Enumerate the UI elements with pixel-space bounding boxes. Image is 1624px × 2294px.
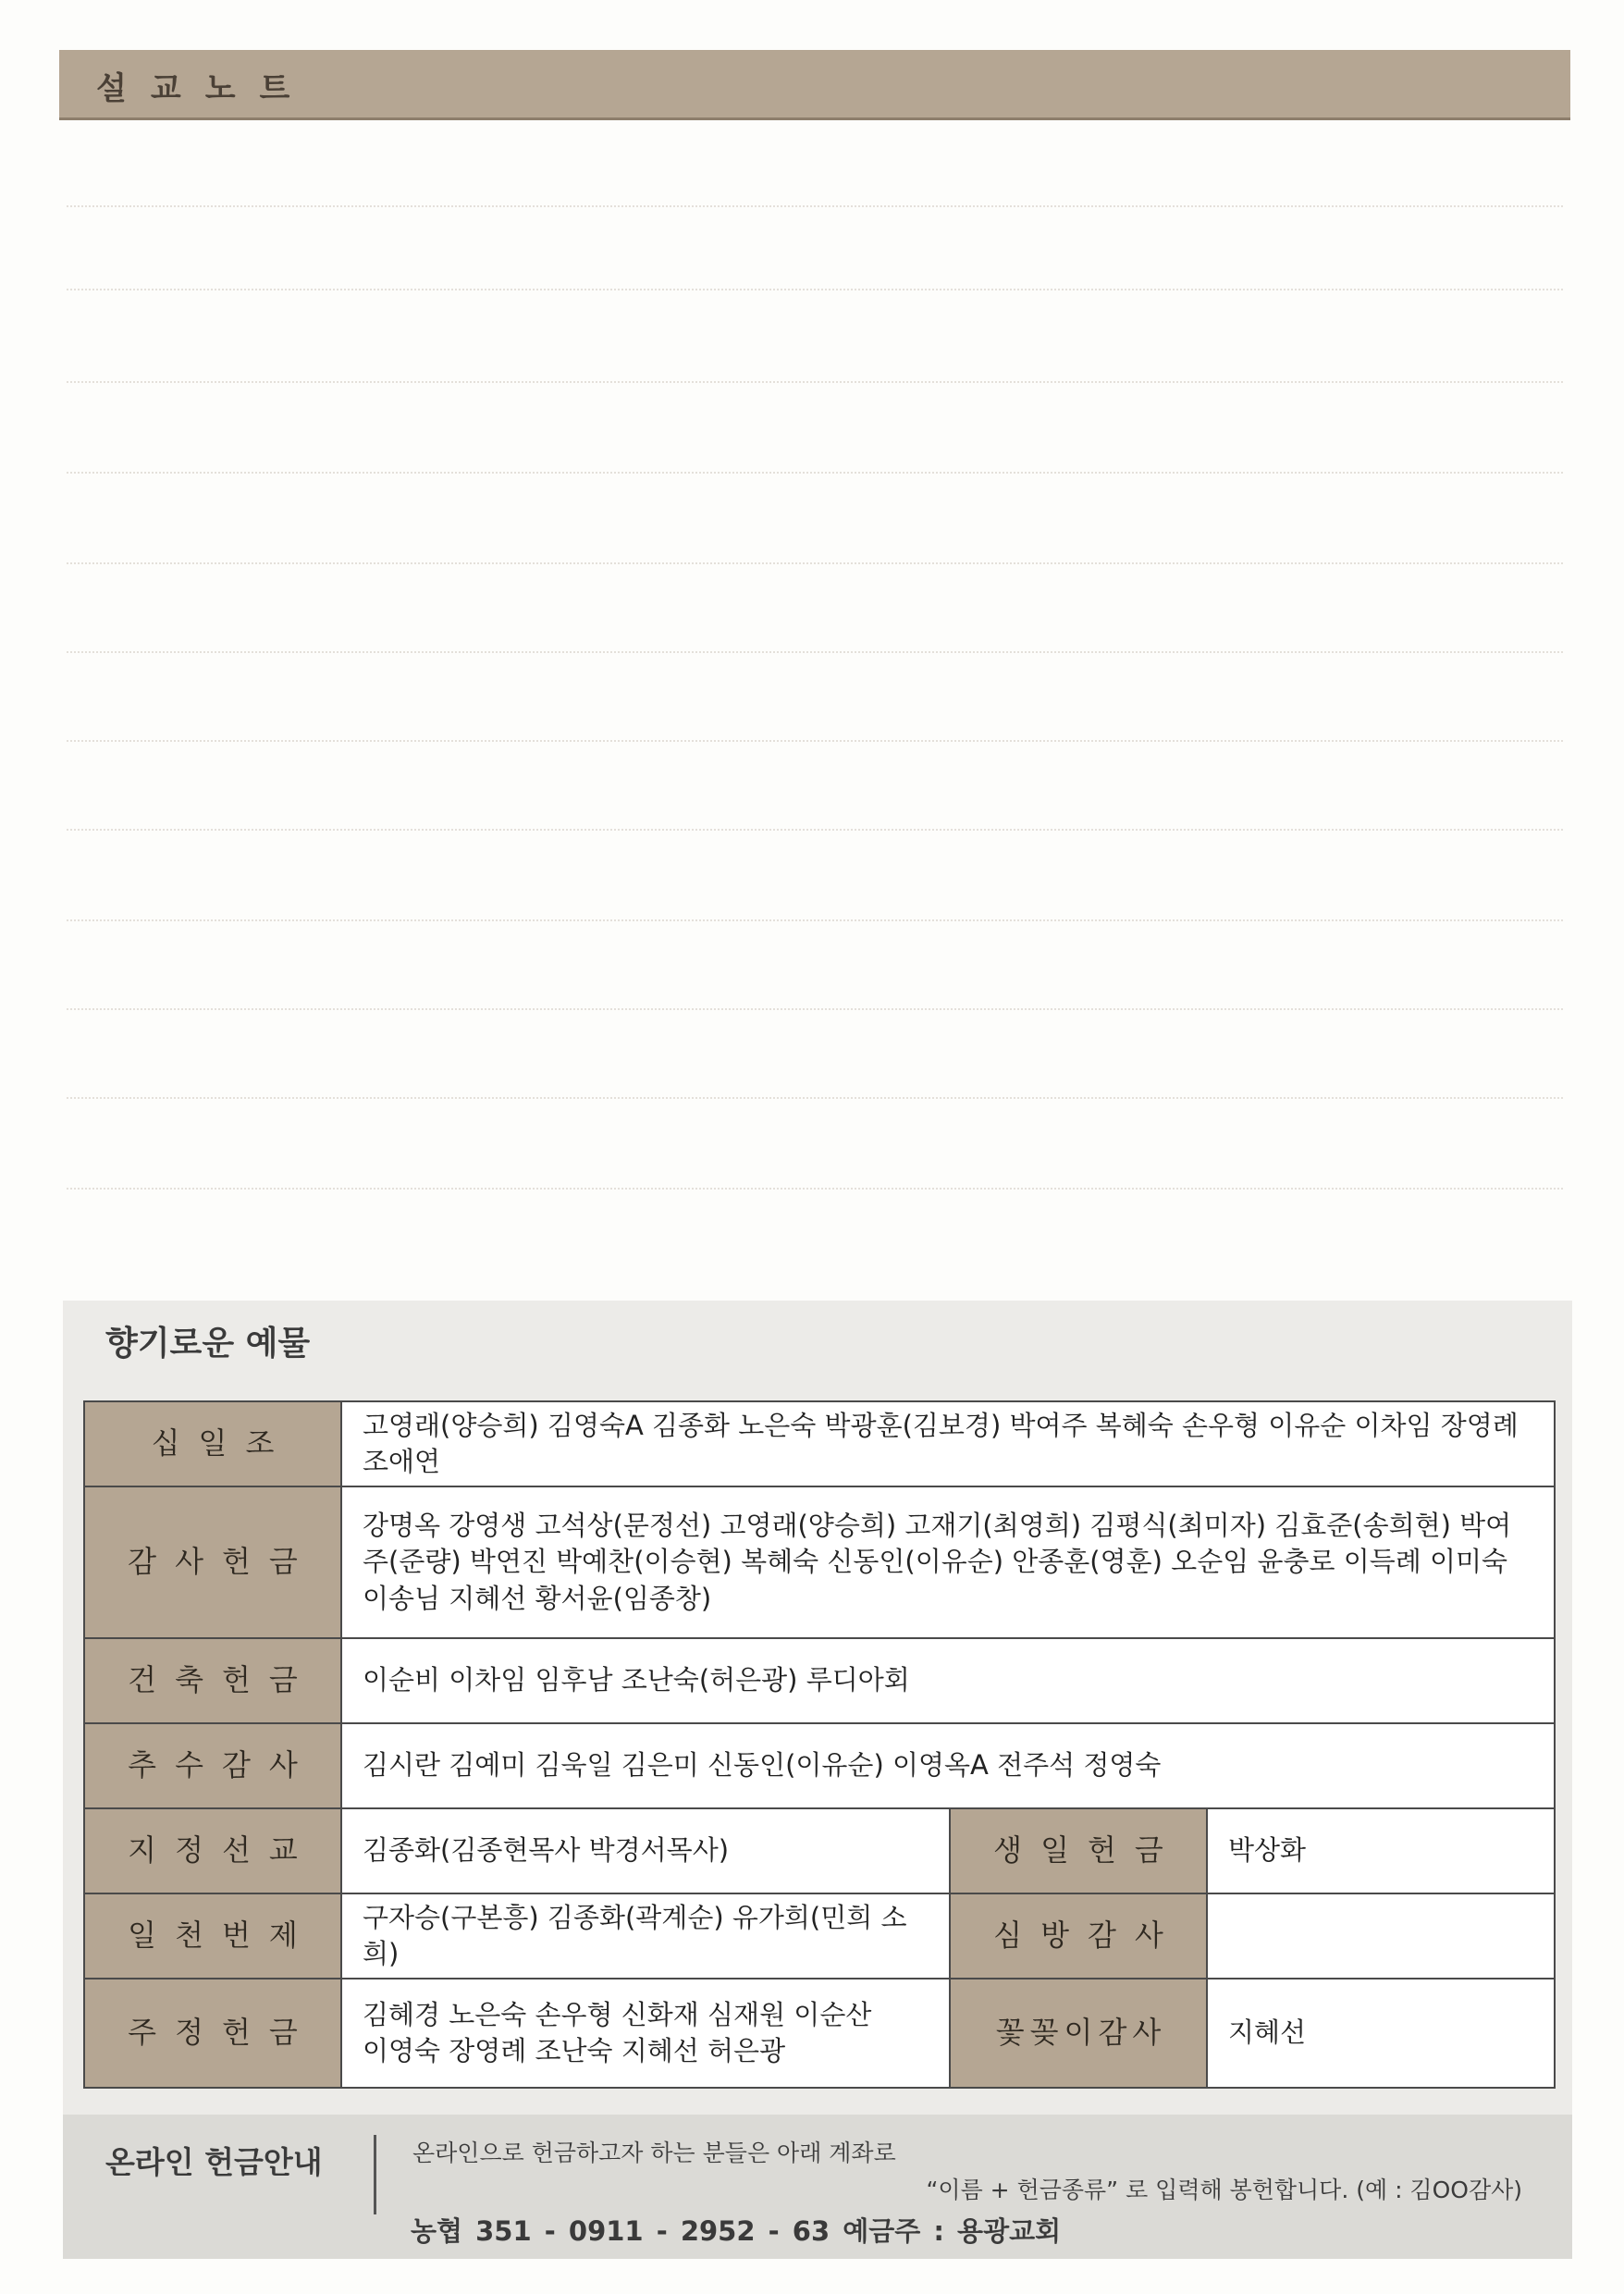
- note-line: [67, 919, 1563, 921]
- offering-row-mission: [84, 1808, 1555, 1893]
- sermon-note-title: 설교노트: [96, 70, 314, 107]
- row-label: 주정헌금: [84, 1979, 341, 2088]
- row-value: 강명옥 강영생 고석상(문정선) 고영래(양승희) 고재기(최영희) 김평식(최미자) 김효준(송희현) 박여주(준량) 박연진 박예찬(이승현) 복혜숙 신동인(이유순) 안종훈(영훈) 오순임 윤충로 이득례 이미숙 이송님 지혜선 황서윤(임종창): [341, 1486, 1555, 1638]
- offering-table: [83, 1400, 1556, 2089]
- row-value: 김시란 김예미 김욱일 김은미 신동인(이유순) 이영옥A 전주석 정영숙: [341, 1723, 1555, 1808]
- note-line: [67, 289, 1563, 290]
- row-value: 고영래(양승희) 김영숙A 김종화 노은숙 박광훈(김보경) 박여주 복혜숙 손우형 이유순 이차임 장영례 조애연: [341, 1401, 1555, 1486]
- note-line: [67, 562, 1563, 564]
- row-label: 꽃꽂이감사: [950, 1979, 1207, 2088]
- row-label: 십일조: [84, 1401, 341, 1486]
- row-value: 김종화(김종현목사 박경서목사): [341, 1808, 950, 1893]
- row-value: 지혜선: [1207, 1979, 1555, 2088]
- row-value: [1207, 1893, 1555, 1979]
- row-label: 감사헌금: [84, 1486, 341, 1638]
- offering-title: 향기로운 예물: [105, 1325, 311, 1363]
- online-title: 온라인 헌금안내: [105, 2144, 323, 2180]
- note-line: [67, 381, 1563, 383]
- note-line: [67, 740, 1563, 742]
- note-line: [67, 1097, 1563, 1099]
- row-label: 추수감사: [84, 1723, 341, 1808]
- offering-row-tithe: [84, 1401, 1555, 1486]
- row-value: 박상화: [1207, 1808, 1555, 1893]
- row-label: 생일헌금: [950, 1808, 1207, 1893]
- divider: [374, 2135, 376, 2214]
- online-instruction: 온라인으로 헌금하고자 하는 분들은 아래 계좌로: [412, 2140, 896, 2166]
- sermon-note-header: [59, 50, 1570, 120]
- row-value: [341, 1979, 950, 2088]
- row-value-line: 김혜경 노은숙 손우형 신화재 심재원 이순산: [363, 1998, 872, 2030]
- row-label: 지정선교: [84, 1808, 341, 1893]
- offering-row-weekly: [84, 1979, 1555, 2088]
- note-line: [67, 1188, 1563, 1190]
- note-line: [67, 829, 1563, 831]
- note-line: [67, 205, 1563, 207]
- row-value: 구자승(구본흥) 김종화(곽계순) 유가희(민희 소희): [341, 1893, 950, 1979]
- offering-row-thousand: [84, 1893, 1555, 1979]
- bank-account: 농협 351 - 0911 - 2952 - 63 예금주 : 용광교회: [411, 2215, 1062, 2247]
- note-line: [67, 472, 1563, 474]
- row-value-line: 이영숙 장영례 조난숙 지혜선 허은광: [363, 2035, 786, 2066]
- offering-section: [63, 1301, 1572, 2259]
- note-line: [67, 1008, 1563, 1010]
- row-label: 심방감사: [950, 1893, 1207, 1979]
- online-example: “이름 + 헌금종류” 로 입력해 봉헌합니다. (예 : 김OO감사): [926, 2177, 1522, 2203]
- row-label: 일천번제: [84, 1893, 341, 1979]
- offering-row-thanks: [84, 1486, 1555, 1638]
- row-value: 이순비 이차임 임후남 조난숙(허은광) 루디아회: [341, 1638, 1555, 1723]
- offering-row-building: [84, 1638, 1555, 1723]
- online-offering-info: [63, 2115, 1572, 2259]
- row-label: 건축헌금: [84, 1638, 341, 1723]
- note-line: [67, 651, 1563, 653]
- offering-row-harvest: [84, 1723, 1555, 1808]
